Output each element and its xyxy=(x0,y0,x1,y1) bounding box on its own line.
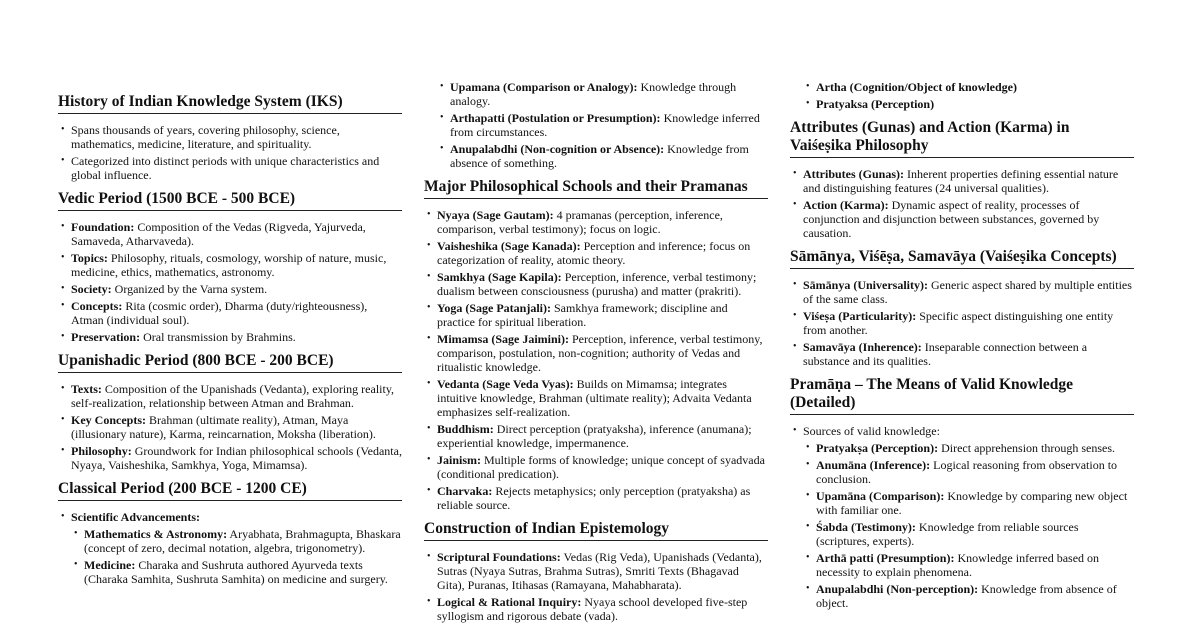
list-item: • Anupalabdhi (Non-cognition or Absence): Knowledge from absence of something. xyxy=(437,142,768,170)
section-indian-epistemology xyxy=(424,520,768,623)
section-pramana-detailed xyxy=(790,376,1134,610)
list-item: • Arthapatti (Postulation or Presumption): Knowledge inferred from circumstances. xyxy=(437,111,768,139)
sub-list-item: • Medicine: Charaka and Sushruta authored Ayurveda texts (Charaka Samhita, Sushruta Samhita) on medicine and surgery. xyxy=(71,558,402,586)
list-item: • Charvaka: Rejects metaphysics; only perception (pratyaksha) as reliable source. xyxy=(424,484,768,512)
sub-list-item: • Mathematics & Astronomy: Aryabhata, Brahmagupta, Bhaskara (concept of zero, decimal notation, algebra, trigonometry). xyxy=(71,527,402,555)
list-item: • Nyaya (Sage Gautam): 4 pramanas (perception, inference, comparison, verbal testimony); focus on logic. xyxy=(424,208,768,236)
section-classical-period xyxy=(58,480,402,586)
list-item: • Key Concepts: Brahman (ultimate reality), Atman, Maya (illusionary nature), Karma, reincarnation, Moksha (liberation). xyxy=(58,413,402,441)
list-item: • Jainism: Multiple forms of knowledge; unique concept of syadvada (conditional predication). xyxy=(424,453,768,481)
section-heading: Construction of Indian Epistemology xyxy=(424,520,768,541)
list-item: • Viśeṣa (Particularity): Specific aspect distinguishing one entity from another. xyxy=(790,309,1134,337)
bullet-list xyxy=(58,220,402,344)
bullet-list xyxy=(58,123,402,182)
section-heading: Sāmānya, Viśēṣa, Samavāya (Vaiśeṣika Concepts) xyxy=(790,248,1134,269)
list-item: • Attributes (Gunas): Inherent properties defining essential nature and distinguishing features (24 universal qualities). xyxy=(790,167,1134,195)
continued-list xyxy=(424,80,768,170)
list-item: • Samavāya (Inherence): Inseparable connection between a substance and its qualities. xyxy=(790,340,1134,368)
list-item: • Scientific Advancements: • Mathematics & Astronomy: Aryabhata, Brahmagupta, Bhaskara (concept of zero, decimal notation, algebra, trigonometry). • Medicine: Charaka and Sushruta authored Ayurveda texts (Charaka Samhita, Sushruta Samhita) on medicine and surgery. xyxy=(58,510,402,586)
list-item: • Sāmānya (Universality): Generic aspect shared by multiple entities of the same class. xyxy=(790,278,1134,306)
list-item: • Artha (Cognition/Object of knowledge) xyxy=(803,80,1134,94)
bullet-list xyxy=(790,424,1134,610)
sub-list-item: • Arthā patti (Presumption): Knowledge inferred based on necessity to explain phenomena. xyxy=(803,551,1134,579)
section-heading: Vedic Period (1500 BCE - 500 BCE) xyxy=(58,190,402,211)
section-heading: Attributes (Gunas) and Action (Karma) in Vaiśeṣika Philosophy xyxy=(790,119,1134,158)
list-item: • Buddhism: Direct perception (pratyaksha), inference (anumana); experiential knowledge, impermanence. xyxy=(424,422,768,450)
section-philosophical-schools xyxy=(424,178,768,512)
column-1 xyxy=(58,93,402,589)
list-item: • Vedanta (Sage Veda Vyas): Builds on Mimamsa; integrates intuitive knowledge, Brahman (ultimate reality); Advaita Vedanta emphasizes self-realization. xyxy=(424,377,768,419)
list-item: • Vaisheshika (Sage Kanada): Perception and inference; focus on categorization of reality, atomic theory. xyxy=(424,239,768,267)
list-item: • Philosophy: Groundwork for Indian philosophical schools (Vedanta, Nyaya, Vaisheshika, Samkhya, Yoga, Mimamsa). xyxy=(58,444,402,472)
list-item: • Categorized into distinct periods with unique characteristics and global influence. xyxy=(58,154,402,182)
section-upanishadic-period xyxy=(58,352,402,472)
list-item: • Pratyaksa (Perception) xyxy=(803,97,1134,111)
section-heading: Classical Period (200 BCE - 1200 CE) xyxy=(58,480,402,501)
list-item: • Logical & Rational Inquiry: Nyaya school developed five-step syllogism and rigorous debate (vada). xyxy=(424,595,768,623)
list-item: • Sources of valid knowledge: • Pratyakṣa (Perception): Direct apprehension through senses. • Anumāna (Inference): Logical reasoning from observation to conclusion. • Upamāna (Comparison): Knowledge by comparing new object with familiar one. • Śabda (Testimony): Knowledge from reliable sources (scriptures, experts). • Arthā patti (Presumption): Knowledge inferred based on necessity to explain phenomena. • Anupalabdhi (Non-perception): Knowledge from absence of object. xyxy=(790,424,1134,610)
list-item: • Concepts: Rita (cosmic order), Dharma (duty/righteousness), Atman (individual soul). xyxy=(58,299,402,327)
section-history-iks xyxy=(58,93,402,182)
list-item: • Yoga (Sage Patanjali): Samkhya framework; discipline and practice for spiritual liberation. xyxy=(424,301,768,329)
section-gunas-karma xyxy=(790,119,1134,240)
bullet-list xyxy=(790,278,1134,368)
list-item: • Topics: Philosophy, rituals, cosmology, worship of nature, music, medicine, ethics, mathematics, astronomy. xyxy=(58,251,402,279)
list-item: • Upamana (Comparison or Analogy): Knowledge through analogy. xyxy=(437,80,768,108)
bullet-list xyxy=(790,167,1134,240)
list-item: • Spans thousands of years, covering philosophy, science, mathematics, medicine, literature, and spirituality. xyxy=(58,123,402,151)
column-3 xyxy=(790,80,1134,613)
sub-list-item: • Anumāna (Inference): Logical reasoning from observation to conclusion. xyxy=(803,458,1134,486)
section-vedic-period xyxy=(58,190,402,344)
sub-bullet-list xyxy=(803,441,1134,610)
list-item: • Foundation: Composition of the Vedas (Rigveda, Yajurveda, Samaveda, Atharvaveda). xyxy=(58,220,402,248)
bullet-list xyxy=(58,382,402,472)
sub-list-item: • Upamāna (Comparison): Knowledge by comparing new object with familiar one. xyxy=(803,489,1134,517)
list-item: • Society: Organized by the Varna system. xyxy=(58,282,402,296)
bullet-list xyxy=(58,510,402,586)
list-item: • Mimamsa (Sage Jaimini): Perception, inference, verbal testimony, comparison, postulation, non-cognition; authority of Vedas and ritualistic knowledge. xyxy=(424,332,768,374)
section-heading: Major Philosophical Schools and their Pramanas xyxy=(424,178,768,199)
continued-list xyxy=(790,80,1134,111)
column-2 xyxy=(424,80,768,626)
sub-list-item: • Pratyakṣa (Perception): Direct apprehension through senses. xyxy=(803,441,1134,455)
sub-bullet-list xyxy=(71,527,402,586)
section-heading: Pramāṇa – The Means of Valid Knowledge (Detailed) xyxy=(790,376,1134,415)
bullet-list xyxy=(424,550,768,623)
sub-list-item: • Anupalabdhi (Non-perception): Knowledge from absence of object. xyxy=(803,582,1134,610)
bullet-list xyxy=(424,208,768,512)
list-item: • Samkhya (Sage Kapila): Perception, inference, verbal testimony; dualism between consciousness (purusha) and matter (prakriti). xyxy=(424,270,768,298)
section-heading: History of Indian Knowledge System (IKS) xyxy=(58,93,402,114)
list-item: • Scriptural Foundations: Vedas (Rig Veda), Upanishads (Vedanta), Sutras (Nyaya Sutras, Brahma Sutras), Smriti Texts (Bhagavad Gita), Puranas, Itihasas (Ramayana, Mahabharata). xyxy=(424,550,768,592)
list-item: • Action (Karma): Dynamic aspect of reality, processes of conjunction and disjunction between substances, governed by causation. xyxy=(790,198,1134,240)
list-item: • Preservation: Oral transmission by Brahmins. xyxy=(58,330,402,344)
list-item: • Texts: Composition of the Upanishads (Vedanta), exploring reality, self-realization, relationship between Atman and Brahman. xyxy=(58,382,402,410)
section-heading: Upanishadic Period (800 BCE - 200 BCE) xyxy=(58,352,402,373)
sub-list-item: • Śabda (Testimony): Knowledge from reliable sources (scriptures, experts). xyxy=(803,520,1134,548)
section-samanya-visesa-samavaya xyxy=(790,248,1134,368)
